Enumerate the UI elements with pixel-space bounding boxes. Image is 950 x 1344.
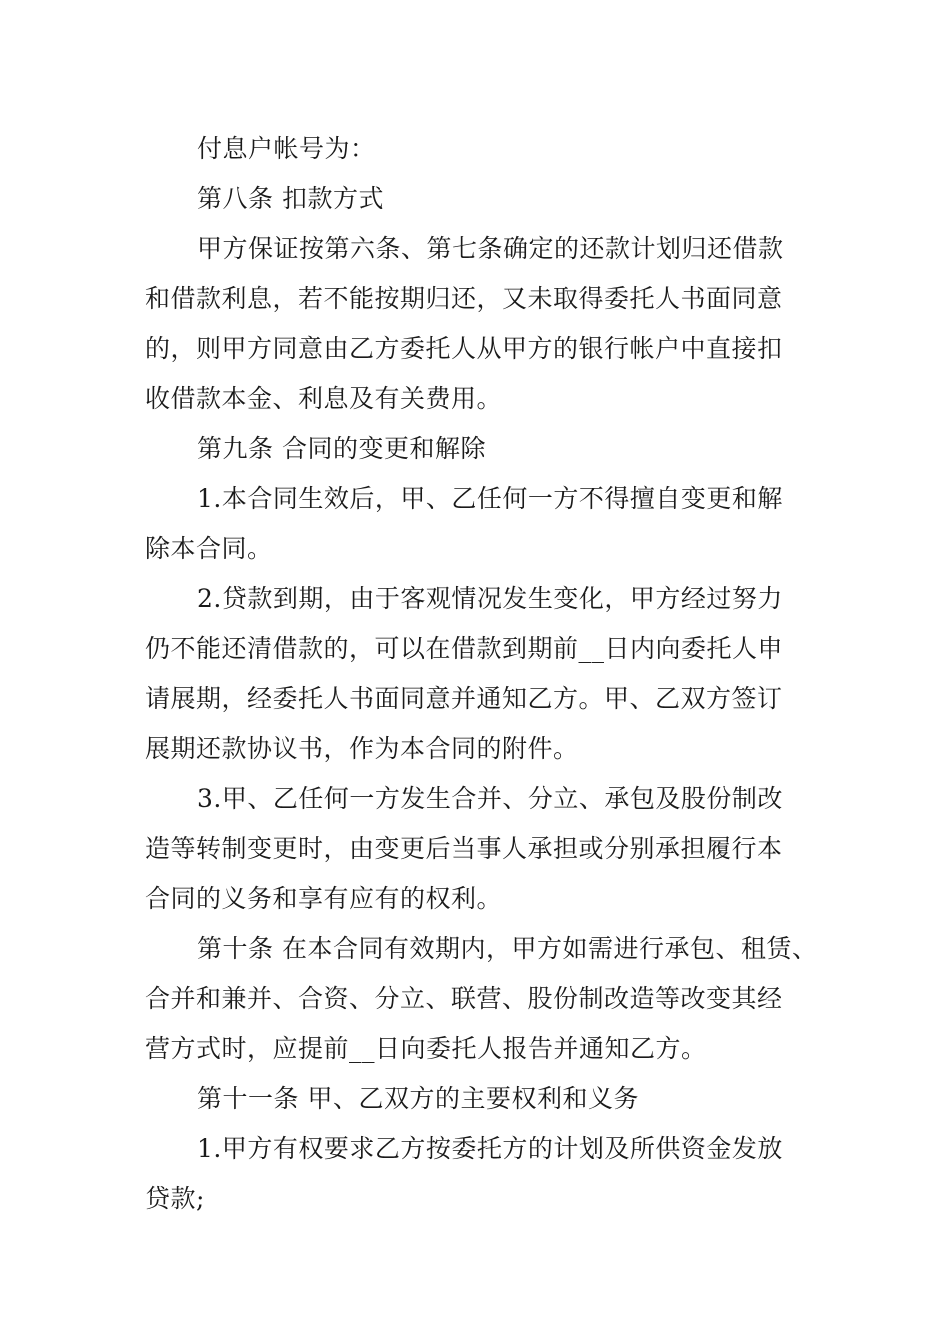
text-line: 甲方保证按第六条、第七条确定的还款计划归还借款 [197,234,784,263]
text-line: 的，则甲方同意由乙方委托人从甲方的银行帐户中直接扣 [145,334,783,363]
text-line: 2.贷款到期，由于客观情况发生变化，甲方经过努力 [197,584,783,613]
text-line: 营方式时，应提前__日向委托人报告并通知乙方。 [145,1034,707,1063]
text-line: 1.本合同生效后，甲、乙任何一方不得擅自变更和解 [197,484,783,513]
text-line: 展期还款协议书，作为本合同的附件。 [145,734,579,763]
section-heading-article-8: 第八条 扣款方式 [197,184,384,213]
text-line: 合同的义务和享有应有的权利。 [145,884,503,913]
text-line: 造等转制变更时，由变更后当事人承担或分别承担履行本 [145,834,783,863]
text-line: 贷款; [145,1184,205,1213]
section-heading-article-9: 第九条 合同的变更和解除 [197,434,486,463]
text-line: 收借款本金、利息及有关费用。 [145,384,503,413]
text-line: 仍不能还清借款的，可以在借款到期前__日内向委托人申 [145,634,784,663]
text-line: 和借款利息，若不能按期归还，又未取得委托人书面同意 [145,284,783,313]
section-heading-article-10: 第十条 在本合同有效期内，甲方如需进行承包、租赁、 [197,934,818,963]
section-heading-article-11: 第十一条 甲、乙双方的主要权利和义务 [197,1084,639,1113]
contract-text [145,124,835,1224]
text-line: 1.甲方有权要求乙方按委托方的计划及所供资金发放 [197,1134,783,1163]
text-line: 请展期，经委托人书面同意并通知乙方。甲、乙双方签订 [145,684,783,713]
text-line: 付息户帐号为： [197,134,376,163]
text-line: 3.甲、乙任何一方发生合并、分立、承包及股份制改 [197,784,783,813]
text-line: 合并和兼并、合资、分立、联营、股份制改造等改变其经 [145,984,783,1013]
text-line: 除本合同。 [145,534,273,563]
